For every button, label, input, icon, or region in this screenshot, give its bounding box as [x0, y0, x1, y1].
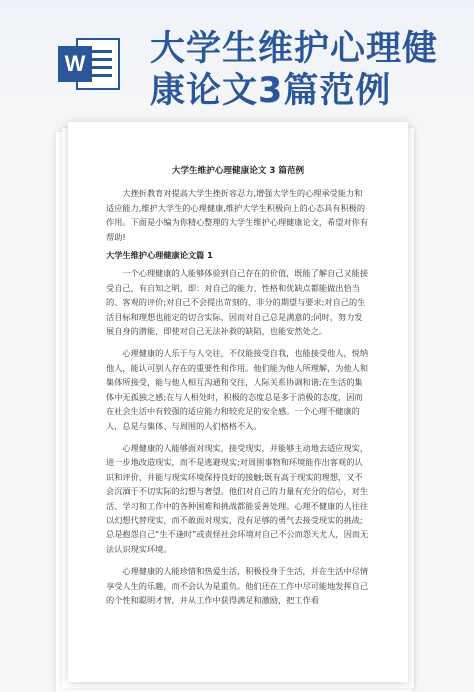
header-banner — [0, 0, 474, 110]
intro-paragraph: 大挫折教育对提高大学生挫折容忍力,增强大学生的心理承受能力和适应能力,维护大学生的心理健康,维护大学生积极向上的心态具有积极的作用。下面是小编为你精心整理的大学生维护心理健康论文，希望对你有帮助! — [106, 188, 369, 242]
body-paragraph: 心理健康的人乐于与人交往，不仅能接受自我，也能接受他人，悦纳他人，能认可别人存在的重要性和作用。他们能为他人所理解，为他人和集体所接受，能与他人相互沟通和交往，人际关系协调和谐;在生活的集体中无孤独之感;在与人相处时，积极的态度总是多于消极的态度，因而在社会生活中有较强的适应能力和较充足的安全感。一个心理不健康的人，总是与集体、与周围的人们格格不入。 — [106, 348, 369, 431]
body-paragraph: 心理健康的人能够面对现实，接受现实，并能够主动地去适应现实，进一步地改造现实，而不是逃避现实;对周围事物和环境能作出客观的认识和评价，并能与现实环境保持良好的接触;既有高于现实的理想，又不会沉湎于不切实际的幻想与奢望。他们对自己的力量有充分的信心，对生活、学习和工作中的各种困难和挑战都能妥善处理。心理不健康的人往往以幻想代替现实，而不敢面对现实，没有足够的勇气去接受现实的挑战;总是抱怨自己“生不逢时”或责怪社会环境对自己不公而怨天尤人，因而无法认识现实环境。 — [106, 442, 369, 554]
page-title: 大学生维护心理健康论文3篇范例 — [150, 29, 439, 111]
document-preview — [68, 122, 408, 682]
section-heading: 大学生维护心理健康论文篇 1 — [106, 250, 213, 261]
word-document-icon — [58, 38, 120, 90]
body-paragraph: 一个心理健康的人能够体验到自己存在的价值，既能了解自己又能接受自己，有自知之明，即：对自己的能力、性格和优缺点都能做出恰当的、客观的评价;对自己不会提出苛刻的、非分的期望与要求;对自己的生活目标和理想也能定的切合实际，因而对自己总是满意的;同时，努力发展自身的潜能，即使对自己无法补救的缺陷，也能安然处之。 — [106, 268, 369, 337]
word-badge: W — [58, 46, 92, 82]
body-paragraph: 心理健康的人能珍惜和热爱生活，积极投身于生活，并在生活中尽情享受人生的乐趣，而不会认为是重负。他们还在工作中尽可能地发挥自己的个性和聪明才智，并从工作中获得满足和激励，把工作看 — [106, 566, 369, 605]
document-title: 大学生维护心理健康论文 3 篇范例 — [171, 166, 305, 176]
